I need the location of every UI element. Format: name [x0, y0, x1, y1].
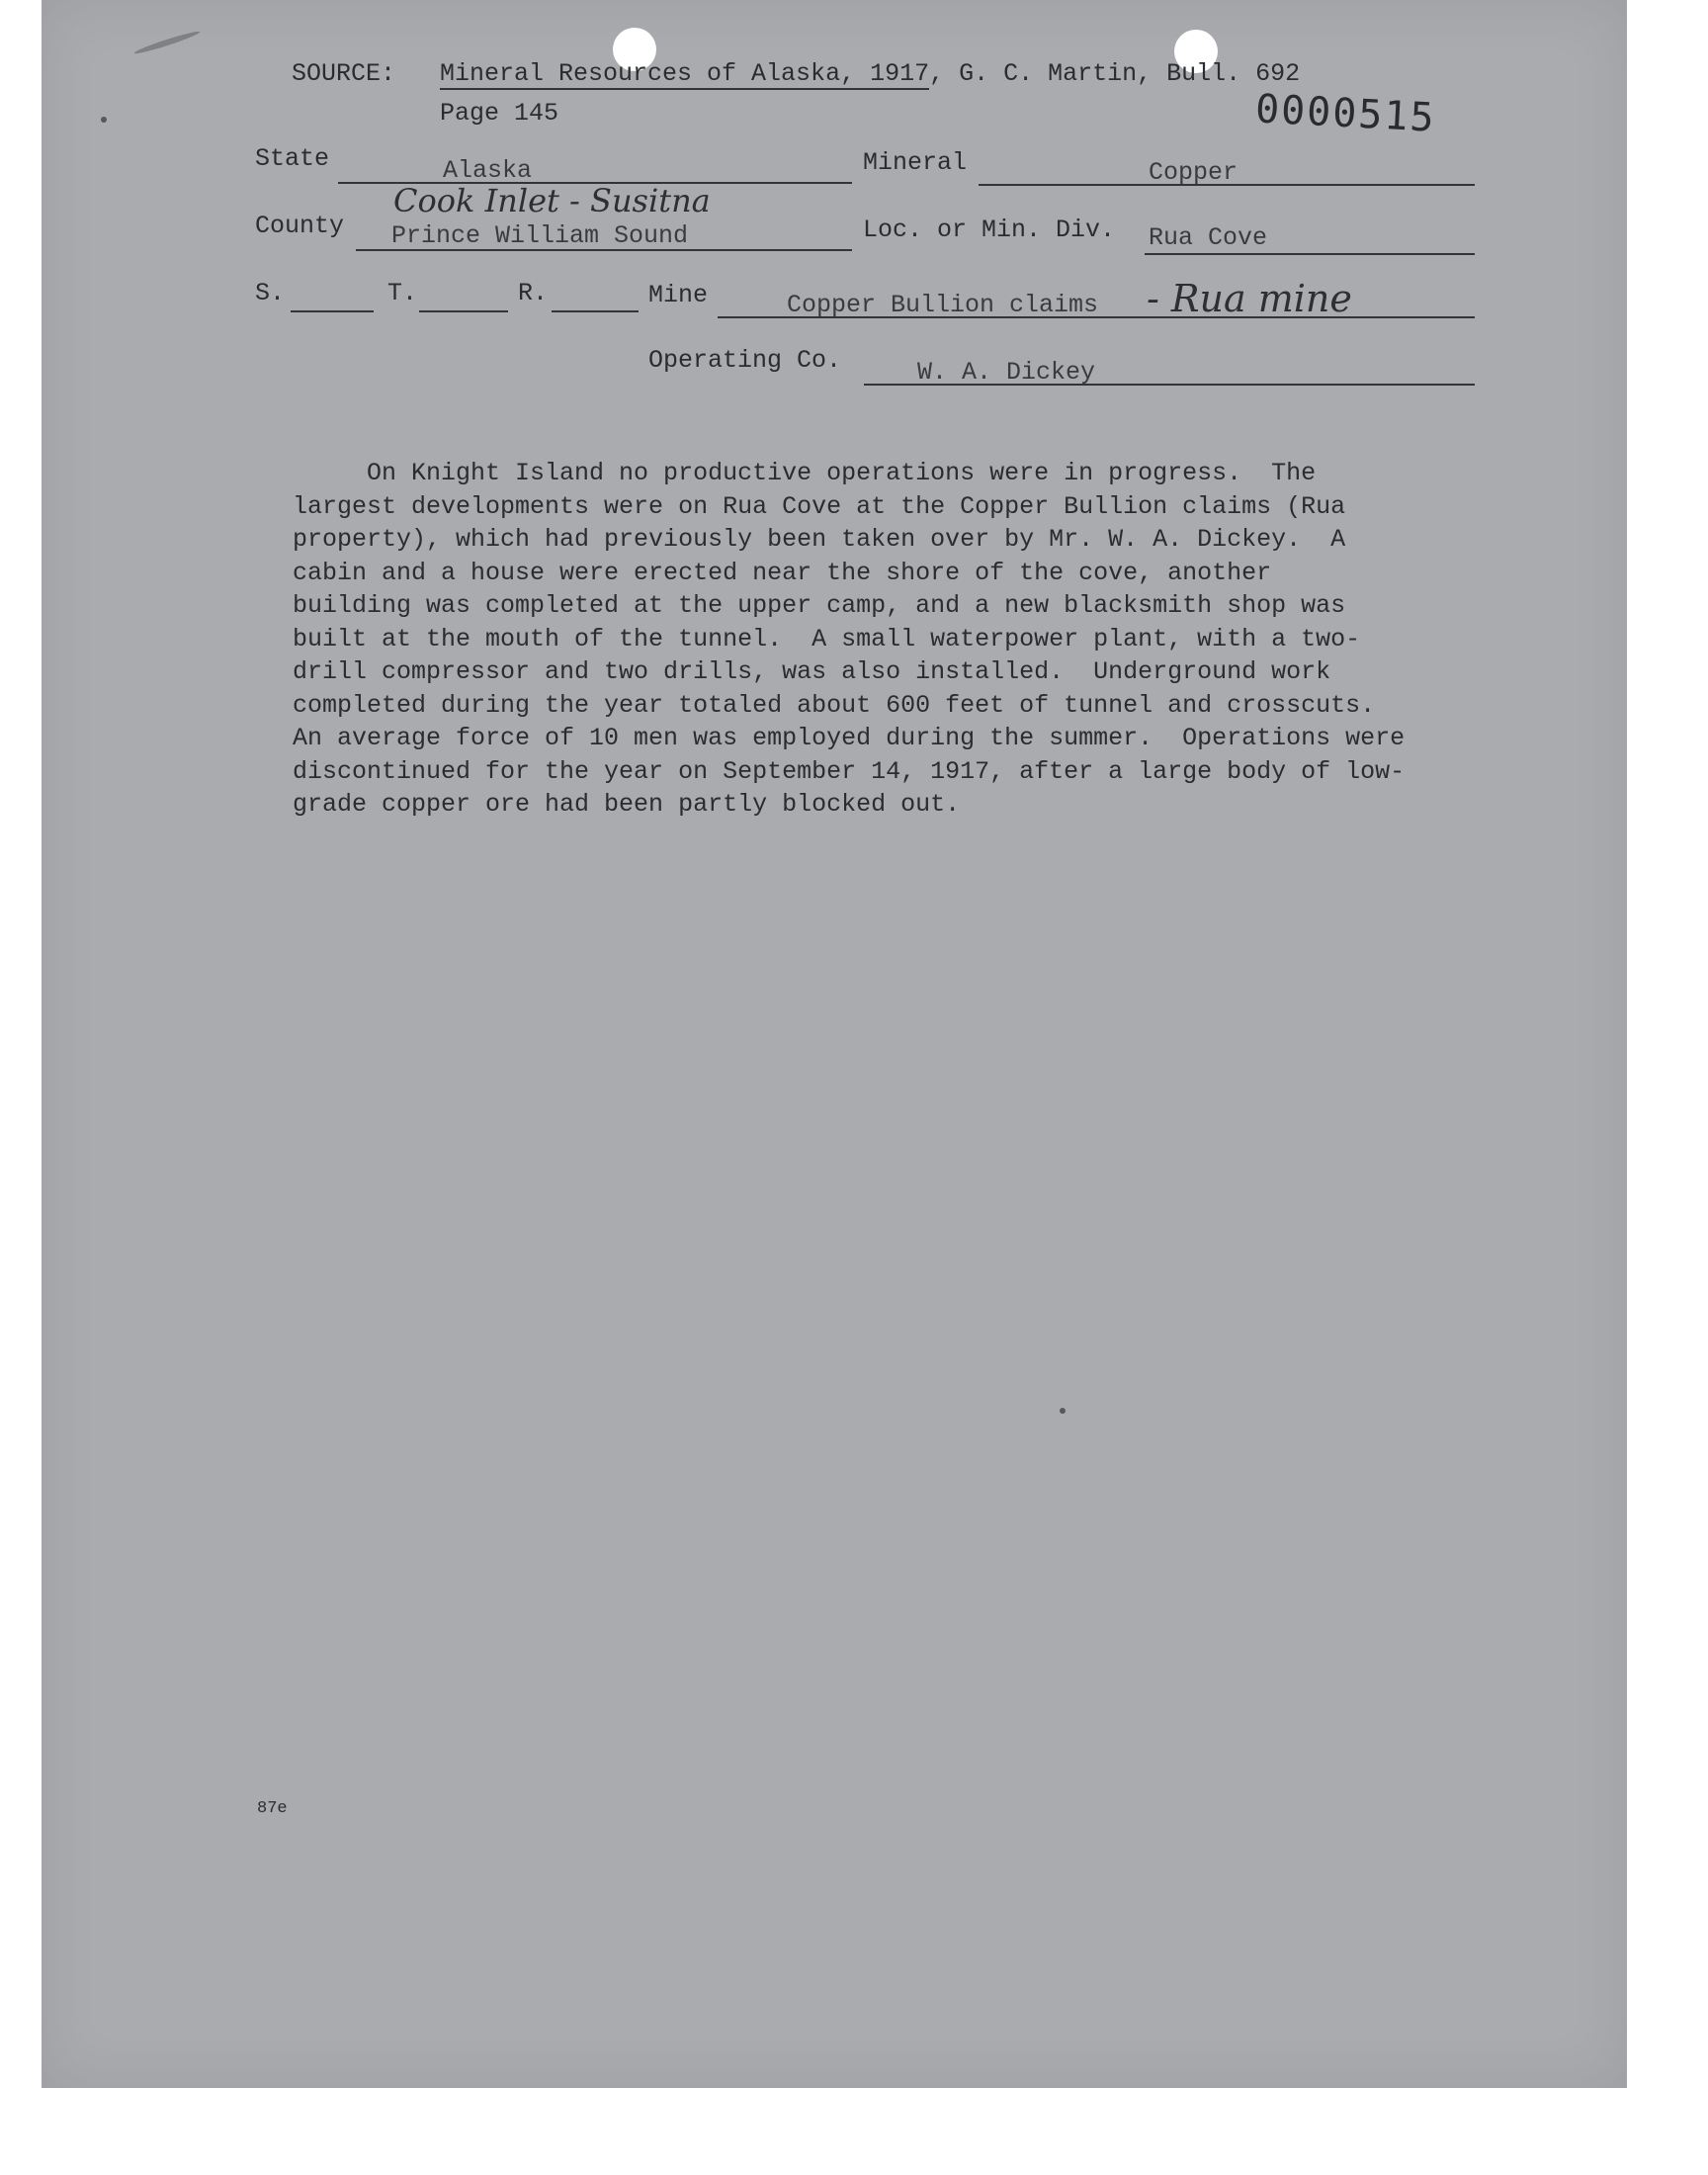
loc-field-line: [1145, 253, 1475, 255]
body-line: On Knight Island no productive operations were in progress. The: [293, 459, 1317, 487]
source-label: SOURCE:: [292, 59, 396, 88]
mineral-value: Copper: [1149, 158, 1238, 187]
mine-label: Mine: [648, 281, 709, 309]
smudge-mark: [133, 29, 201, 55]
loc-value: Rua Cove: [1149, 223, 1268, 252]
township-field-line: [419, 310, 508, 312]
body-line: completed during the year totaled about 600 feet of tunnel and crosscuts.: [293, 690, 1376, 720]
state-label: State: [255, 144, 330, 173]
operating-label: Operating Co.: [648, 346, 842, 375]
range-field-line: [552, 310, 639, 312]
source-page: Page 145: [440, 99, 559, 128]
body-line: drill compressor and two drills, was also installed. Underground work: [293, 657, 1331, 686]
body-line: building was completed at the upper camp, and a new blacksmith shop was: [293, 591, 1346, 620]
form-code: 87e: [257, 1799, 288, 1818]
section-field-line: [291, 310, 374, 312]
range-label: R.: [518, 279, 549, 307]
mineral-label: Mineral: [863, 148, 968, 177]
county-handwritten-note: Cook Inlet - Susitna: [393, 182, 711, 219]
source-title-text: Mineral Resources of Alaska, 1917: [440, 59, 930, 88]
body-line: property), which had previously been taken over by Mr. W. A. Dickey. A: [293, 525, 1346, 554]
body-line: discontinued for the year on September 14, 1917, after a large body of low-: [293, 756, 1406, 786]
source-title: [440, 59, 1300, 88]
loc-label: Loc. or Min. Div.: [863, 216, 1116, 244]
county-value: Prince William Sound: [391, 221, 689, 250]
body-line: grade copper ore had been partly blocked out.: [293, 790, 961, 819]
operating-value: W. A. Dickey: [917, 358, 1096, 387]
township-label: T.: [387, 279, 418, 307]
body-line: cabin and a house were erected near the shore of the cove, another: [293, 558, 1272, 587]
body-line: An average force of 10 men was employed during the summer. Operations were: [293, 724, 1406, 752]
smudge-mark: [1060, 1408, 1066, 1414]
county-label: County: [255, 212, 345, 240]
section-label: S.: [255, 279, 286, 307]
state-value: Alaska: [443, 156, 533, 185]
mine-handwritten-note: - Rua mine: [1147, 277, 1352, 320]
body-paragraph: [293, 457, 1538, 822]
smudge-mark: [101, 117, 107, 123]
body-line: largest developments were on Rua Cove at the Copper Bullion claims (Rua: [293, 491, 1346, 521]
document-number-stamp: 0000515: [1253, 86, 1437, 141]
source-author: , G. C. Martin, Bull. 692: [929, 59, 1301, 88]
mine-value: Copper Bullion claims: [787, 291, 1099, 319]
body-line: built at the mouth of the tunnel. A small waterpower plant, with a two-: [293, 624, 1361, 653]
